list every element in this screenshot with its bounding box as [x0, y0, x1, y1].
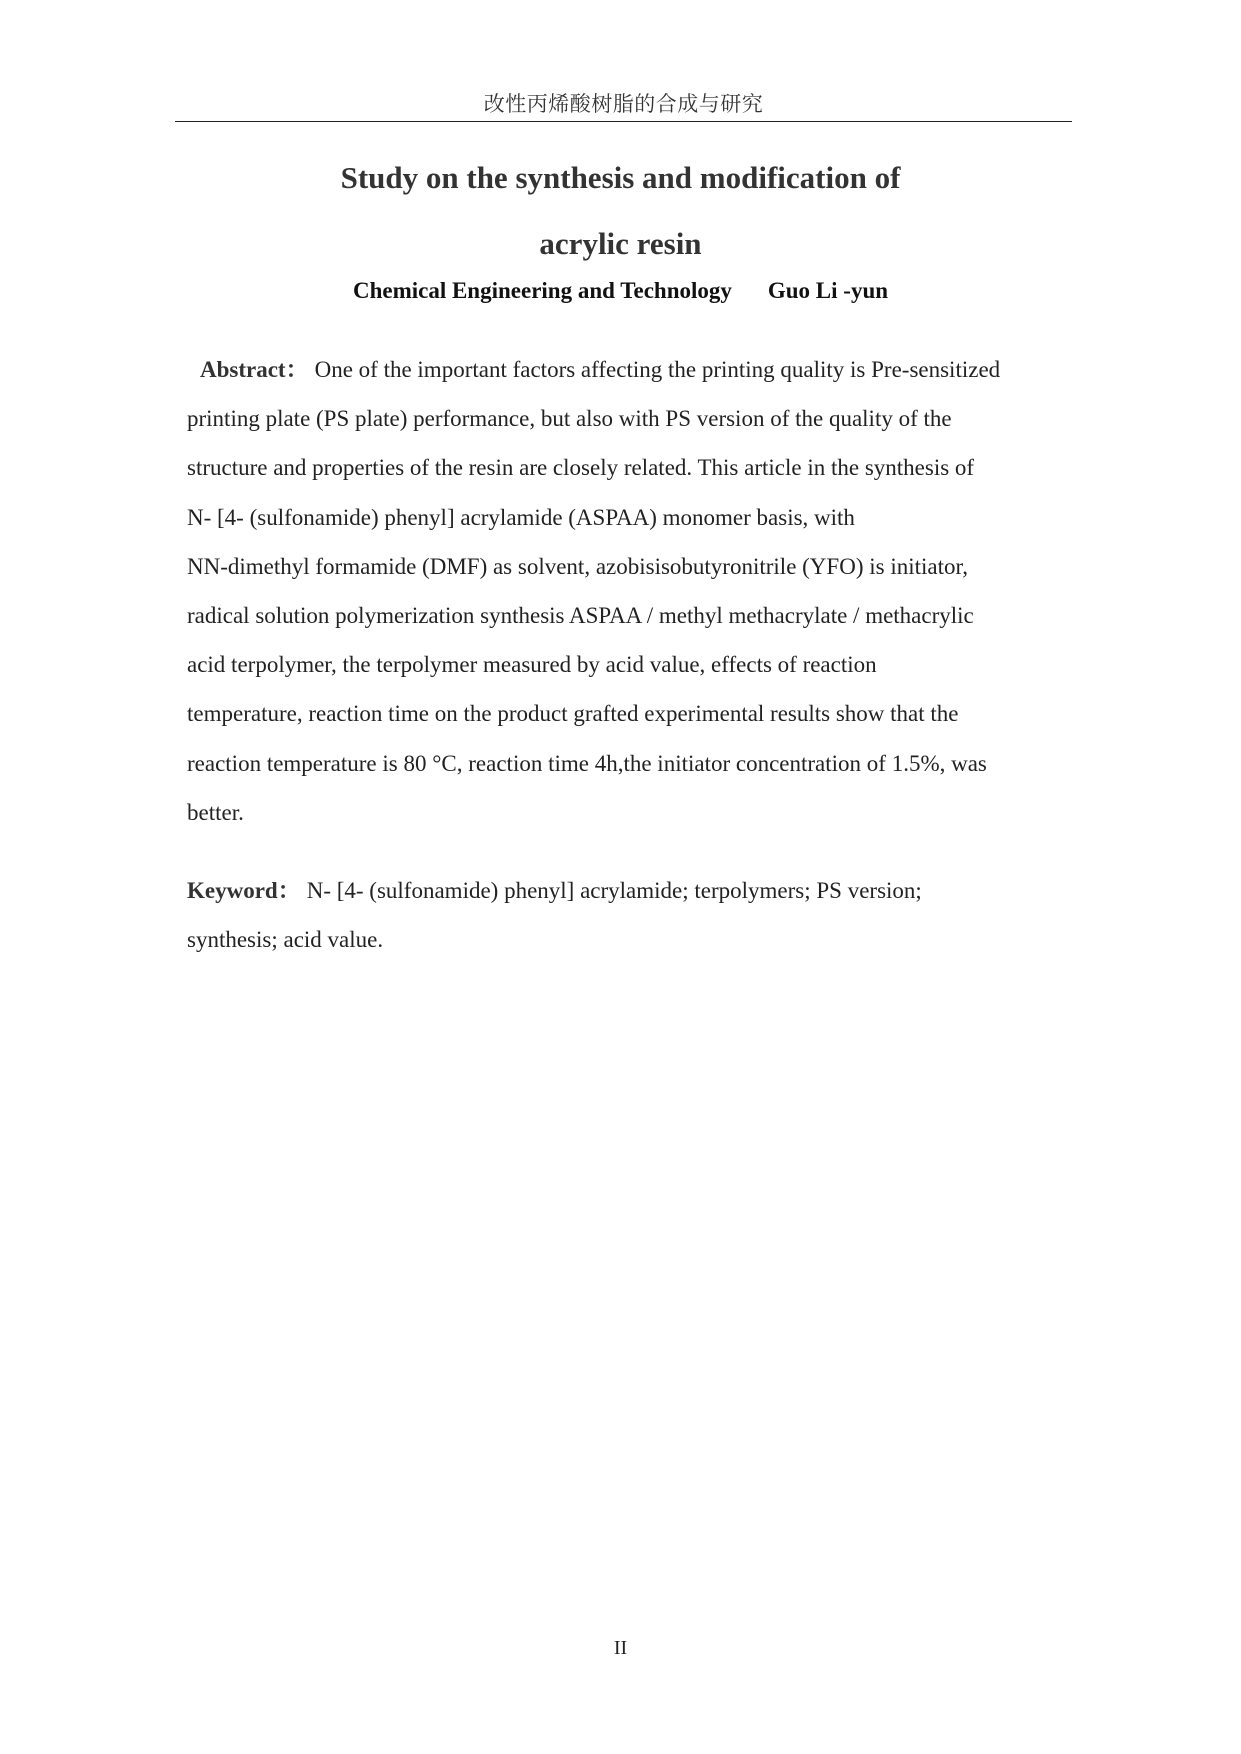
- keywords-section: [187, 866, 1072, 964]
- title-line-1: Study on the synthesis and modification of: [340, 160, 901, 195]
- keywords-line: [187, 866, 1072, 915]
- abstract-line: reaction temperature is 80 °C, reaction time 4h,the initiator concentration of 1.5%, was: [187, 750, 987, 776]
- byline-author: Guo Li -yun: [767, 278, 889, 303]
- abstract-section: [187, 345, 1072, 837]
- keywords-line: synthesis; acid value.: [187, 927, 384, 953]
- abstract-line: N- [4- (sulfonamide) phenyl] acrylamide (ASPAA) monomer basis, with: [187, 504, 855, 530]
- abstract-line: temperature, reaction time on the product grafted experimental results show that the: [187, 701, 959, 727]
- page-number: II: [613, 1637, 628, 1659]
- abstract-label: Abstract: [200, 357, 286, 382]
- abstract-line: radical solution polymerization synthesis ASPAA / methyl methacrylate / methacrylic: [187, 603, 974, 629]
- title-line-2: acrylic resin: [539, 226, 702, 261]
- header-divider: [175, 121, 1072, 122]
- abstract-line: acid terpolymer, the terpolymer measured by acid value, effects of reaction: [187, 652, 877, 678]
- abstract-line: printing plate (PS plate) performance, but also with PS version of the quality of the: [187, 406, 952, 432]
- keywords-text: N- [4- (sulfonamide) phenyl] acrylamide; terpolymers; PS version;: [306, 878, 922, 903]
- byline: [0, 278, 1241, 304]
- abstract-line: structure and properties of the resin are closely related. This article in the synthesis of: [187, 455, 975, 481]
- running-header: 改性丙烯酸树脂的合成与研究: [483, 92, 764, 116]
- abstract-label-colon: ：: [285, 357, 309, 382]
- byline-major: Chemical Engineering and Technology: [352, 278, 732, 303]
- keywords-label: Keyword: [187, 878, 278, 903]
- abstract-line: better.: [187, 799, 244, 825]
- keywords-label-colon: ：: [277, 878, 301, 903]
- abstract-line: [187, 345, 1072, 394]
- abstract-line: NN-dimethyl formamide (DMF) as solvent, azobisisobutyronitrile (YFO) is initiator,: [187, 553, 968, 579]
- abstract-text: One of the important factors affecting the printing quality is Pre-sensitized: [314, 357, 1001, 382]
